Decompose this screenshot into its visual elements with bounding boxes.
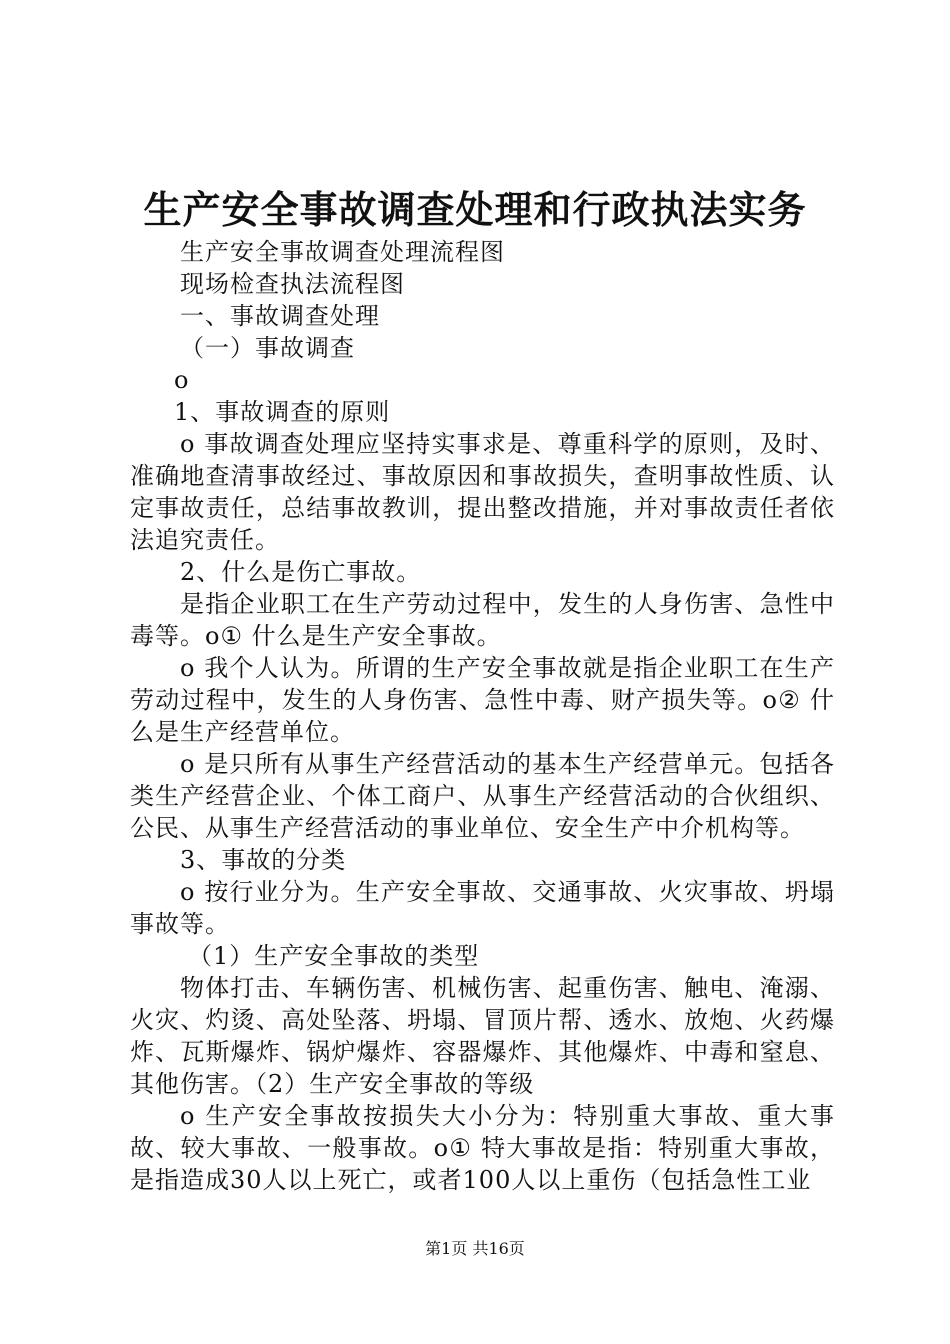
paragraph: （一）事故调查 (180, 334, 355, 362)
paragraph: （1）生产安全事故的类型 (188, 942, 480, 970)
paragraph: o 我个人认为。所谓的生产安全事故就是指企业职工在生产劳动过程中，发生的人身伤害、急性中毒、财产损失等。o② 什么是生产经营单位。 (130, 654, 835, 746)
paragraph: 1、事故调查的原则 (174, 398, 391, 426)
paragraph: o 事故调查处理应坚持实事求是、尊重科学的原则，及时、准确地查清事故经过、事故原因和事故损失，查明事故性质、认定事故责任，总结事故教训，提出整改措施，并对事故责任者依法追究责任。 (130, 430, 835, 554)
document-title: 生产安全事故调查处理和行政执法实务 (143, 187, 807, 232)
paragraph: 2、什么是伤亡事故。 (180, 558, 422, 586)
paragraph: 3、事故的分类 (180, 846, 347, 874)
document-body (130, 236, 835, 1196)
paragraph: o 是只所有从事生产经营活动的基本生产经营单元。包括各类生产经营企业、个体工商户、从事生产经营活动的合伙组织、公民、从事生产经营活动的事业单位、安全生产中介机构等。 (130, 750, 835, 842)
paragraph: o (174, 366, 190, 394)
paragraph: 现场检查执法流程图 (180, 270, 405, 298)
paragraph: 一、事故调查处理 (180, 302, 380, 330)
paragraph: 是指企业职工在生产劳动过程中，发生的人身伤害、急性中毒等。o① 什么是生产安全事故。 (130, 590, 835, 650)
page-footer: 第1页 共16页 (425, 1239, 525, 1258)
paragraph: 生产安全事故调查处理流程图 (180, 238, 505, 266)
paragraph: o 按行业分为。生产安全事故、交通事故、火灾事故、坍塌事故等。 (130, 878, 835, 938)
paragraph: 物体打击、车辆伤害、机械伤害、起重伤害、触电、淹溺、火灾、灼烫、高处坠落、坍塌、冒顶片帮、透水、放炮、火药爆炸、瓦斯爆炸、锅炉爆炸、容器爆炸、其他爆炸、中毒和窒息、其他伤害。（2）生产安全事故的等级 (130, 974, 835, 1098)
paragraph: o 生产安全事故按损失大小分为：特别重大事故、重大事故、较大事故、一般事故。o① 特大事故是指：特别重大事故，是指造成30人以上死亡，或者100人以上重伤（包括急性工业 (130, 1102, 835, 1194)
